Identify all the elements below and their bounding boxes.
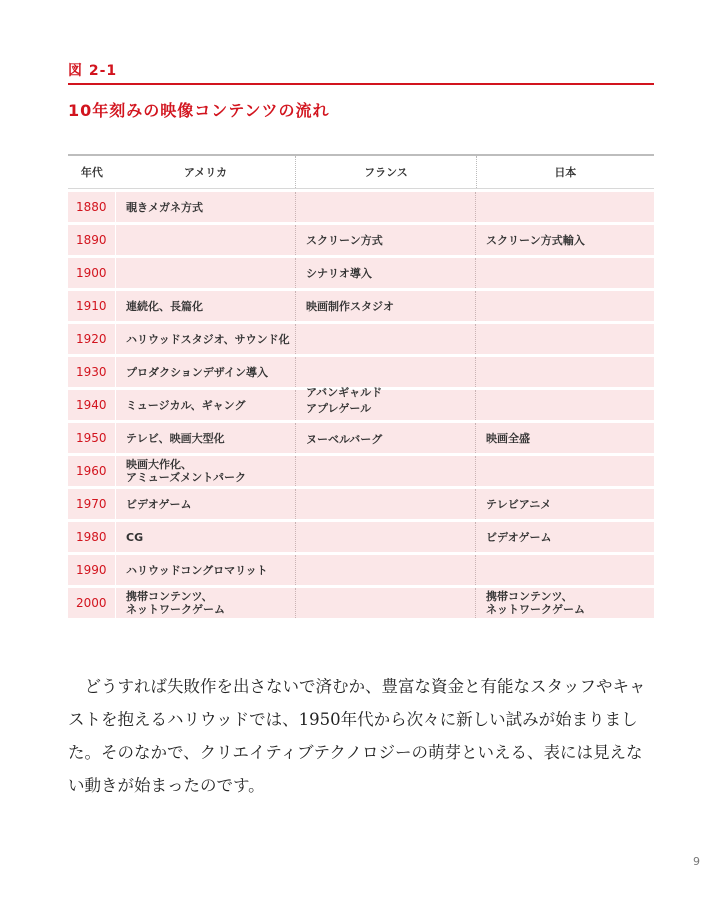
year-cell: 1990 [68, 555, 116, 585]
table-header [68, 154, 654, 189]
japan-cell [476, 291, 654, 321]
year-cell: 1880 [68, 192, 116, 222]
france-1940s-1960s-cell [296, 385, 476, 446]
america-cell: テレビ、映画大型化 [116, 423, 296, 453]
america-cell: プロダクションデザイン導入 [116, 357, 296, 387]
year-cell: 1950 [68, 423, 116, 453]
timeline-table [68, 154, 654, 618]
japan-cell [476, 324, 654, 354]
year-cell: 1930 [68, 357, 116, 387]
table-row [68, 357, 654, 387]
year-cell: 1890 [68, 225, 116, 255]
japan-cell [476, 390, 654, 420]
page-number: 9 [693, 855, 700, 868]
america-cell: 映画大作化、 アミューズメントパーク [116, 456, 296, 486]
japan-cell: スクリーン方式輸入 [476, 225, 654, 255]
america-cell: 覗きメガネ方式 [116, 192, 296, 222]
japan-cell [476, 456, 654, 486]
figure-title: 10年刻みの映像コンテンツの流れ [68, 101, 330, 120]
france-cell [296, 456, 476, 486]
america-cell: ビデオゲーム [116, 489, 296, 519]
america-cell: ハリウッドコングロマリット [116, 555, 296, 585]
france-cell [296, 357, 476, 387]
america-cell: 携帯コンテンツ、 ネットワークゲーム [116, 588, 296, 618]
header-japan: 日本 [554, 166, 577, 179]
america-cell [116, 225, 296, 255]
year-cell: 1900 [68, 258, 116, 288]
france-avant-garde: アバンギャルド [306, 386, 383, 399]
body-paragraph: どうすれば失敗作を出さないで済むか、豊富な資金と有能なスタッフやキャストを抱えるハリウッドでは、1950年代から次々に新しい試みが始まりました。そのなかで、クリエイティブテクノロジーの萌芽といえる、表には見えない動きが始まったのです。 [68, 677, 646, 795]
america-cell [116, 258, 296, 288]
table-row [68, 192, 654, 222]
france-cell [296, 192, 476, 222]
table-row [68, 489, 654, 519]
france-cell: シナリオ導入 [296, 258, 476, 288]
figure-rule [68, 83, 654, 85]
year-cell: 1970 [68, 489, 116, 519]
year-cell: 1940 [68, 390, 116, 420]
france-cell [296, 324, 476, 354]
japan-cell: 映画全盛 [476, 423, 654, 453]
year-cell: 1960 [68, 456, 116, 486]
table-row [68, 555, 654, 585]
france-cell [296, 555, 476, 585]
japan-cell: 携帯コンテンツ、 ネットワークゲーム [476, 588, 654, 618]
table-row [68, 522, 654, 552]
year-cell: 1980 [68, 522, 116, 552]
japan-cell: テレビアニメ [476, 489, 654, 519]
france-cell: スクリーン方式 [296, 225, 476, 255]
table-row [68, 324, 654, 354]
header-year: 年代 [80, 166, 103, 179]
year-cell: 2000 [68, 588, 116, 618]
france-cell [296, 489, 476, 519]
japan-cell: ビデオゲーム [476, 522, 654, 552]
year-cell: 1910 [68, 291, 116, 321]
japan-cell [476, 258, 654, 288]
america-cell: ミュージカル、ギャング [116, 390, 296, 420]
japan-cell [476, 357, 654, 387]
america-cell: 連続化、長篇化 [116, 291, 296, 321]
france-cell [296, 588, 476, 618]
japan-cell [476, 555, 654, 585]
table-row [68, 588, 654, 618]
figure-label: 図 2-1 [68, 63, 118, 79]
table-row [68, 225, 654, 255]
america-cell: ハリウッドスタジオ、サウンド化 [116, 324, 296, 354]
france-cell [296, 522, 476, 552]
france-cell: 映画制作スタジオ [296, 291, 476, 321]
header-france: フランス [296, 156, 476, 188]
america-cell: CG [116, 522, 296, 552]
france-apres-guerre: アプレゲール [306, 402, 372, 415]
japan-cell [476, 192, 654, 222]
header-america: アメリカ [116, 156, 296, 188]
table-row [68, 291, 654, 321]
france-nouvelle-vague: ヌーベルバーグ [306, 433, 383, 446]
year-cell: 1920 [68, 324, 116, 354]
table-row [68, 258, 654, 288]
table-row [68, 456, 654, 486]
